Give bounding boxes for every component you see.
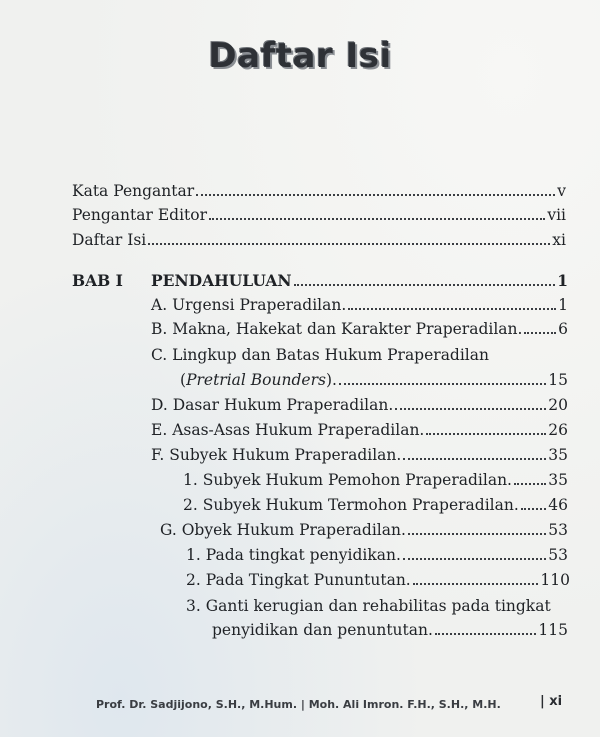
toc-entry: Daftar Isi xi [72, 231, 566, 249]
toc-section: C. Lingkup dan Batas Hukum Praperadilan [151, 346, 489, 364]
chapter-title: PENDAHULUAN 1 [151, 271, 568, 290]
toc-section: E. Asas-Asas Hukum Praperadilan. 26 [151, 421, 568, 439]
toc-section-continued: (Pretrial Bounders). 15 [180, 371, 568, 389]
footer-authors: Prof. Dr. Sadjijono, S.H., M.Hum. | Moh. Ali Imron. F.H., S.H., M.H. [96, 698, 501, 711]
toc-subsection: 3. Ganti kerugian dan rehabilitas pada tingkat [186, 597, 551, 615]
toc-section: B. Makna, Hakekat dan Karakter Praperadilan. 6 [151, 320, 568, 338]
toc-subsection: 1. Pada tingkat penyidikan. 53 [186, 546, 568, 564]
page-title: Daftar Isi [208, 36, 392, 76]
toc-section: A. Urgensi Praperadilan. 1 [151, 296, 568, 314]
toc-section: G. Obyek Hukum Praperadilan. 53 [160, 521, 568, 539]
toc-subsection: 2. Subyek Hukum Termohon Praperadilan. 46 [183, 496, 568, 514]
chapter-number: BAB I [72, 271, 123, 290]
toc-section: D. Dasar Hukum Praperadilan. 20 [151, 396, 568, 414]
toc-section: F. Subyek Hukum Praperadilan. 35 [151, 446, 568, 464]
toc-entry: Kata Pengantar v [72, 182, 566, 200]
toc-subsection: 2. Pada Tingkat Pununtutan. 110 [186, 571, 570, 589]
toc-subsection-continued: penyidikan dan penuntutan. 115 [212, 621, 568, 639]
toc-subsection: 1. Subyek Hukum Pemohon Praperadilan. 35 [183, 471, 568, 489]
toc-entry: Pengantar Editor vii [72, 206, 566, 224]
footer-page-number: | xi [540, 694, 563, 709]
